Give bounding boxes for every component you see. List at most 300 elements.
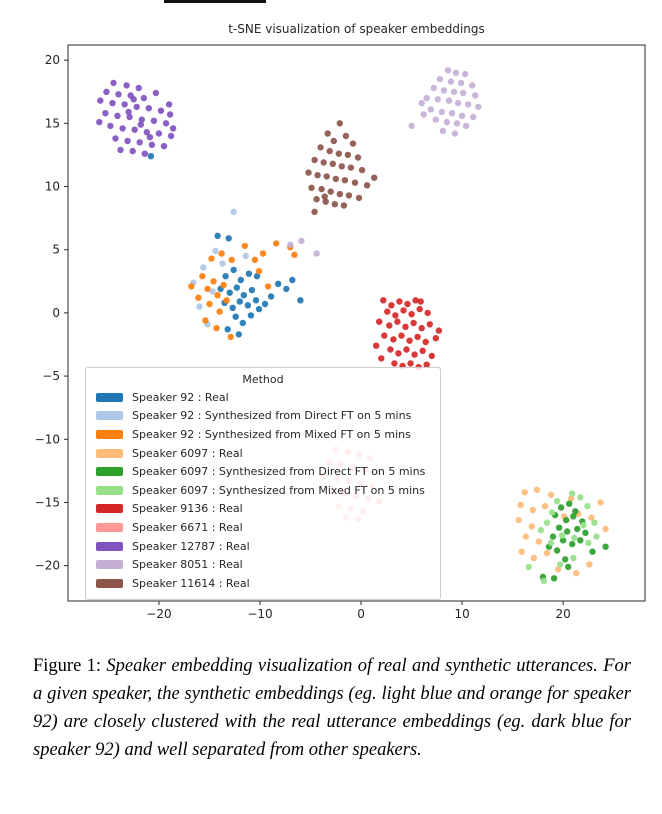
data-point-series-10 (313, 196, 319, 202)
data-point-series-3 (516, 517, 522, 523)
data-point-series-6 (410, 320, 416, 326)
legend-item (86, 462, 440, 481)
y-tick-label: −20 (34, 558, 60, 573)
data-point-series-8 (138, 121, 144, 127)
legend-swatch (96, 579, 123, 588)
data-point-series-8 (156, 130, 162, 136)
data-point-series-9 (460, 90, 466, 96)
data-point-series-9 (445, 67, 451, 73)
data-point-series-10 (311, 157, 317, 163)
x-tick-label: −20 (146, 607, 172, 621)
figure-caption (33, 652, 631, 764)
data-point-series-8 (153, 90, 159, 96)
data-point-series-3 (534, 487, 540, 493)
data-point-series-3 (522, 489, 528, 495)
data-point-series-10 (333, 176, 339, 182)
data-point-series-6 (423, 339, 429, 345)
x-tick-label: 20 (555, 607, 571, 621)
data-point-series-3 (523, 533, 529, 539)
legend-label: Speaker 92 : Synthesized from Direct FT on 5 mins (132, 409, 412, 423)
data-point-series-1 (243, 253, 249, 259)
data-point-series-8 (109, 100, 115, 106)
data-point-series-10 (359, 167, 365, 173)
data-point-series-2 (216, 308, 222, 314)
data-point-series-1 (196, 303, 202, 309)
data-point-series-10 (321, 159, 327, 165)
data-point-series-2 (252, 257, 258, 263)
data-point-series-2 (273, 240, 279, 246)
data-point-series-9 (313, 250, 319, 256)
data-point-series-0 (245, 302, 251, 308)
legend-item (86, 481, 440, 500)
data-point-series-8 (124, 138, 130, 144)
data-point-series-0 (227, 290, 233, 296)
legend-label: Speaker 92 : Real (132, 390, 229, 404)
data-point-series-0 (289, 277, 295, 283)
data-point-series-10 (325, 130, 331, 136)
data-point-series-4 (563, 517, 569, 523)
data-point-series-9 (455, 100, 461, 106)
data-point-series-1 (212, 248, 218, 254)
data-point-series-6 (386, 322, 392, 328)
data-point-series-2 (256, 268, 262, 274)
data-point-series-4 (565, 564, 571, 570)
data-point-series-3 (529, 523, 535, 529)
data-point-series-8 (142, 151, 148, 157)
data-point-series-9 (459, 113, 465, 119)
data-point-series-0 (237, 298, 243, 304)
data-point-series-9 (465, 101, 471, 107)
data-point-series-5 (541, 578, 547, 584)
legend-item (86, 425, 440, 444)
data-point-series-10 (332, 201, 338, 207)
data-point-series-5 (538, 527, 544, 533)
data-point-series-2 (260, 250, 266, 256)
data-point-series-6 (419, 325, 425, 331)
data-point-series-10 (337, 191, 343, 197)
data-point-series-0 (240, 320, 246, 326)
data-point-series-8 (117, 147, 123, 153)
data-point-series-10 (339, 163, 345, 169)
data-point-series-6 (425, 310, 431, 316)
data-point-series-10 (331, 138, 337, 144)
data-point-series-6 (376, 319, 382, 325)
data-point-series-8 (110, 80, 116, 86)
data-point-series-10 (322, 193, 328, 199)
y-tick-label: 15 (44, 116, 60, 131)
figure-caption-text: Speaker embedding visualization of real and synthetic utterances. For a given speaker, the synthetic embeddings (eg. light blue and orange for speaker 92) are closely clustered with the real utterance embeddings (eg. dark blue for speaker 92) and well separated from other speakers. (33, 656, 631, 760)
data-point-series-0 (248, 312, 254, 318)
data-point-series-4 (562, 556, 568, 562)
data-point-series-2 (229, 257, 235, 263)
data-point-series-3 (536, 538, 542, 544)
legend-swatch (96, 467, 123, 476)
data-point-series-5 (591, 520, 597, 526)
data-point-series-3 (531, 555, 537, 561)
data-point-series-5 (557, 561, 563, 567)
data-point-series-8 (168, 133, 174, 139)
data-point-series-8 (114, 113, 120, 119)
x-tick-label: −10 (247, 607, 273, 621)
legend-item (86, 407, 440, 426)
data-point-series-0 (268, 293, 274, 299)
data-point-series-9 (439, 109, 445, 115)
data-point-series-2 (228, 334, 234, 340)
data-point-series-0 (283, 286, 289, 292)
data-point-series-5 (554, 498, 560, 504)
data-point-series-0 (225, 326, 231, 332)
legend-swatch (96, 486, 123, 495)
data-point-series-8 (141, 95, 147, 101)
data-point-series-2 (223, 297, 229, 303)
y-tick-label: 20 (44, 53, 60, 68)
data-point-series-5 (577, 494, 583, 500)
data-point-series-3 (573, 570, 579, 576)
data-point-series-4 (566, 501, 572, 507)
data-point-series-3 (519, 549, 525, 555)
data-point-series-0 (234, 284, 240, 290)
legend-item (86, 388, 440, 407)
data-point-series-6 (394, 319, 400, 325)
data-point-series-5 (571, 535, 577, 541)
legend-item (86, 444, 440, 463)
data-point-series-0 (230, 305, 236, 311)
data-point-series-10 (343, 133, 349, 139)
data-point-series-6 (407, 360, 413, 366)
data-point-series-4 (570, 513, 576, 519)
y-tick-label: −5 (42, 369, 60, 384)
data-point-series-5 (593, 533, 599, 539)
data-point-series-10 (328, 188, 334, 194)
data-point-series-6 (427, 321, 433, 327)
legend-item (86, 518, 440, 537)
data-point-series-2 (204, 286, 210, 292)
data-point-series-5 (569, 490, 575, 496)
data-point-series-9 (454, 120, 460, 126)
data-point-series-8 (158, 108, 164, 114)
data-point-series-6 (387, 346, 393, 352)
data-point-series-8 (97, 97, 103, 103)
data-point-series-8 (121, 101, 127, 107)
data-point-series-6 (388, 302, 394, 308)
data-point-series-10 (342, 177, 348, 183)
data-point-series-10 (327, 148, 333, 154)
data-point-series-10 (324, 173, 330, 179)
data-point-series-8 (166, 101, 172, 107)
data-point-series-10 (356, 195, 362, 201)
data-point-series-9 (453, 70, 459, 76)
data-point-series-0 (262, 301, 268, 307)
data-point-series-10 (305, 169, 311, 175)
legend-title: Method (242, 373, 284, 386)
data-point-series-6 (396, 298, 402, 304)
data-point-series-6 (378, 355, 384, 361)
data-point-series-8 (151, 118, 157, 124)
data-point-series-2 (210, 278, 216, 284)
data-point-series-10 (308, 185, 314, 191)
data-point-series-10 (364, 182, 370, 188)
data-point-series-8 (102, 110, 108, 116)
legend-item (86, 537, 440, 556)
data-point-series-6 (390, 336, 396, 342)
data-point-series-4 (551, 575, 557, 581)
data-point-series-8 (96, 119, 102, 125)
data-point-series-6 (373, 343, 379, 349)
data-point-series-3 (586, 561, 592, 567)
data-point-series-2 (206, 301, 212, 307)
data-point-series-8 (134, 104, 140, 110)
data-point-series-8 (103, 89, 109, 95)
data-point-series-6 (406, 338, 412, 344)
legend-label: Speaker 6097 : Synthesized from Direct FT on 5 mins (132, 465, 426, 479)
data-point-series-0 (214, 233, 220, 239)
data-point-series-9 (419, 100, 425, 106)
data-point-series-6 (418, 298, 424, 304)
data-point-series-8 (137, 139, 143, 145)
data-point-series-3 (518, 502, 524, 508)
data-point-series-0 (231, 267, 237, 273)
data-point-series-3 (542, 503, 548, 509)
data-point-series-8 (107, 123, 113, 129)
data-point-series-0 (249, 287, 255, 293)
data-point-series-9 (440, 128, 446, 134)
data-point-series-3 (530, 507, 536, 513)
data-point-series-0 (233, 314, 239, 320)
data-point-series-10 (336, 151, 342, 157)
data-point-series-2 (208, 255, 214, 261)
data-point-series-0 (238, 277, 244, 283)
data-point-series-9 (472, 92, 478, 98)
data-point-series-6 (403, 346, 409, 352)
data-point-series-9 (441, 87, 447, 93)
data-point-series-5 (559, 532, 565, 538)
data-point-series-10 (346, 192, 352, 198)
data-point-series-8 (147, 134, 153, 140)
data-point-series-2 (218, 250, 224, 256)
data-point-series-9 (463, 123, 469, 129)
data-point-series-8 (131, 96, 137, 102)
data-point-series-9 (431, 85, 437, 91)
data-point-series-2 (220, 282, 226, 288)
data-point-series-4 (602, 544, 608, 550)
data-point-series-4 (569, 541, 575, 547)
data-point-series-9 (446, 97, 452, 103)
data-point-series-10 (314, 172, 320, 178)
data-point-series-1 (231, 209, 237, 215)
data-point-series-8 (125, 109, 131, 115)
figure-caption-label: Figure 1: (33, 656, 102, 676)
data-point-series-9 (458, 80, 464, 86)
data-point-series-5 (570, 555, 576, 561)
data-point-series-8 (119, 125, 125, 131)
data-point-series-8 (146, 105, 152, 111)
data-point-series-2 (199, 273, 205, 279)
data-point-series-9 (424, 95, 430, 101)
data-point-series-3 (544, 550, 550, 556)
data-point-series-9 (444, 119, 450, 125)
data-point-series-8 (167, 111, 173, 117)
data-point-series-10 (371, 175, 377, 181)
data-point-series-10 (311, 209, 317, 215)
data-point-series-10 (350, 140, 356, 146)
data-point-series-4 (558, 504, 564, 510)
data-point-series-9 (452, 130, 458, 136)
data-point-series-2 (242, 243, 248, 249)
data-point-series-0 (253, 297, 259, 303)
y-tick-label: 0 (52, 305, 60, 320)
legend-swatch (96, 523, 123, 532)
legend-label: Speaker 6097 : Real (132, 446, 243, 460)
data-point-series-9 (469, 82, 475, 88)
y-tick-label: 5 (52, 242, 60, 257)
data-point-series-5 (580, 522, 586, 528)
data-point-series-6 (398, 332, 404, 338)
data-point-series-4 (556, 525, 562, 531)
legend-item (86, 555, 440, 574)
data-point-series-6 (392, 312, 398, 318)
data-point-series-6 (417, 306, 423, 312)
data-point-series-6 (402, 324, 408, 330)
data-point-series-6 (384, 308, 390, 314)
data-point-series-8 (130, 148, 136, 154)
legend-label: Speaker 6671 : Real (132, 520, 243, 534)
data-point-series-9 (408, 123, 414, 129)
data-point-series-2 (291, 252, 297, 258)
data-point-series-5 (544, 520, 550, 526)
data-point-series-10 (341, 202, 347, 208)
data-point-series-0 (246, 271, 252, 277)
data-point-series-9 (451, 89, 457, 95)
plot-title: t-SNE visualization of speaker embeddings (228, 22, 485, 36)
data-point-series-2 (202, 317, 208, 323)
data-point-series-9 (433, 116, 439, 122)
data-point-series-9 (462, 71, 468, 77)
data-point-series-0 (275, 281, 281, 287)
data-point-series-6 (433, 335, 439, 341)
legend-swatch (96, 560, 123, 569)
data-point-series-6 (404, 301, 410, 307)
data-point-series-2 (213, 325, 219, 331)
data-point-series-9 (437, 76, 443, 82)
data-point-series-6 (395, 350, 401, 356)
data-point-series-0 (148, 153, 154, 159)
data-point-series-8 (161, 143, 167, 149)
legend-item (86, 574, 440, 593)
data-point-series-5 (548, 540, 554, 546)
data-point-series-2 (188, 283, 194, 289)
data-point-series-0 (241, 292, 247, 298)
data-point-series-5 (549, 509, 555, 515)
data-point-series-0 (226, 235, 232, 241)
data-point-series-4 (550, 533, 556, 539)
data-point-series-9 (475, 104, 481, 110)
data-point-series-6 (436, 327, 442, 333)
data-point-series-6 (391, 360, 397, 366)
data-point-series-4 (589, 549, 595, 555)
data-point-series-1 (219, 260, 225, 266)
data-point-series-0 (297, 297, 303, 303)
data-point-series-8 (136, 85, 142, 91)
legend-swatch (96, 430, 123, 439)
data-point-series-9 (449, 110, 455, 116)
legend-label: Speaker 12787 : Real (132, 539, 250, 553)
data-point-series-5 (526, 564, 532, 570)
data-point-series-10 (345, 152, 351, 158)
data-point-series-6 (408, 311, 414, 317)
legend-label: Speaker 6097 : Synthesized from Mixed FT on 5 mins (132, 483, 425, 497)
legend-swatch (96, 542, 123, 551)
data-point-series-8 (149, 142, 155, 148)
legend-label: Speaker 9136 : Real (132, 502, 243, 516)
data-point-series-8 (163, 120, 169, 126)
data-point-series-9 (470, 114, 476, 120)
legend-item (86, 500, 440, 519)
data-point-series-2 (195, 295, 201, 301)
data-point-series-8 (132, 127, 138, 133)
data-point-series-6 (400, 307, 406, 313)
data-point-series-4 (554, 547, 560, 553)
data-point-series-4 (574, 526, 580, 532)
data-point-series-6 (429, 353, 435, 359)
x-tick-label: 10 (454, 607, 470, 621)
data-point-series-5 (584, 503, 590, 509)
data-point-series-10 (348, 164, 354, 170)
data-point-series-10 (355, 154, 361, 160)
data-point-series-2 (214, 292, 220, 298)
data-point-series-0 (256, 306, 262, 312)
data-point-series-9 (448, 78, 454, 84)
data-point-series-5 (585, 540, 591, 546)
x-tick-label: 0 (357, 607, 365, 621)
legend-label: Speaker 8051 : Real (132, 558, 243, 572)
data-point-series-10 (352, 180, 358, 186)
plot-legend (85, 367, 441, 600)
data-point-series-3 (602, 526, 608, 532)
data-point-series-9 (287, 242, 293, 248)
y-tick-label: −15 (34, 495, 60, 510)
data-point-series-10 (317, 144, 323, 150)
data-point-series-2 (265, 283, 271, 289)
legend-swatch (96, 504, 123, 513)
data-point-series-6 (380, 297, 386, 303)
data-point-series-8 (112, 135, 118, 141)
legend-swatch (96, 411, 123, 420)
data-point-series-4 (577, 537, 583, 543)
data-point-series-9 (421, 111, 427, 117)
data-point-series-6 (411, 351, 417, 357)
data-point-series-8 (115, 91, 121, 97)
data-point-series-10 (318, 186, 324, 192)
legend-label: Speaker 11614 : Real (132, 576, 250, 590)
data-point-series-0 (236, 331, 242, 337)
legend-rows (86, 388, 440, 593)
data-point-series-4 (582, 530, 588, 536)
y-tick-label: 10 (44, 179, 60, 194)
data-point-series-9 (428, 106, 434, 112)
data-point-series-6 (420, 348, 426, 354)
data-point-series-9 (298, 238, 304, 244)
legend-swatch (96, 449, 123, 458)
data-point-series-4 (564, 528, 570, 534)
legend-label: Speaker 92 : Synthesized from Mixed FT on 5 mins (132, 427, 411, 441)
data-point-series-9 (435, 96, 441, 102)
data-point-series-8 (123, 82, 129, 88)
data-point-series-10 (330, 161, 336, 167)
data-point-series-10 (337, 120, 343, 126)
data-point-series-3 (548, 492, 554, 498)
data-point-series-6 (414, 334, 420, 340)
data-point-series-1 (200, 264, 206, 270)
